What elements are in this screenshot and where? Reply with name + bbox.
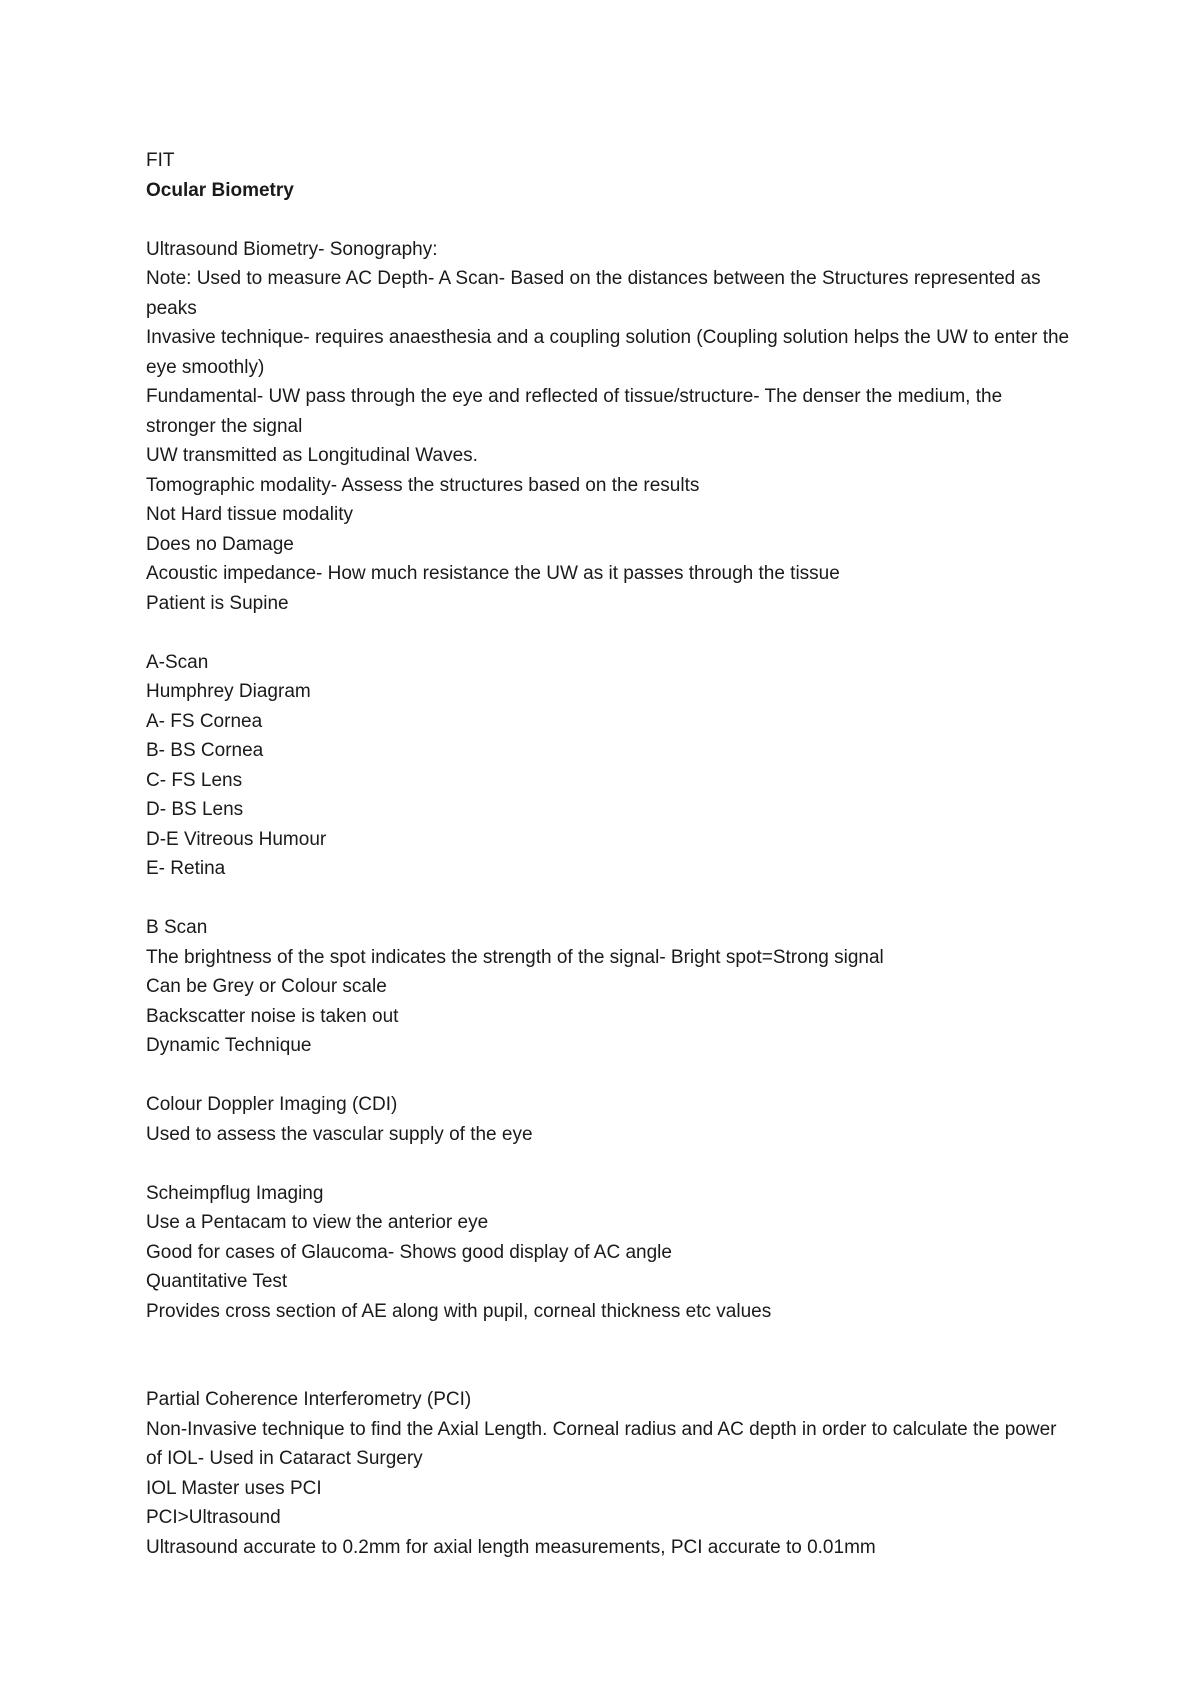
paragraph-line: Does no Damage — [146, 533, 294, 555]
paragraph-line: Humphrey Diagram — [146, 681, 311, 702]
section-scheimpflug — [146, 1179, 1076, 1327]
paragraph-line: D-E Vitreous Humour — [146, 828, 327, 850]
section-heading: Scheimpflug Imaging — [146, 1182, 324, 1204]
section-heading: Partial Coherence Interferometry (PCI) — [146, 1389, 472, 1410]
paragraph-line: Dynamic Technique — [146, 1035, 312, 1056]
paragraph-line: UW transmitted as Longitudinal Waves. — [146, 445, 478, 466]
section-a-scan — [146, 648, 1076, 884]
paragraph-line: The brightness of the spot indicates the strength of the signal- Bright spot=Strong signal — [146, 946, 884, 968]
paragraph-line: Good for cases of Glaucoma- Shows good display of AC angle — [146, 1241, 672, 1263]
document-body — [146, 146, 1076, 1562]
paragraph-line: Invasive technique- requires anaesthesia and a coupling solution (Coupling solution helps the UW to enter the eye smoothly) — [146, 327, 1070, 378]
spacer — [146, 618, 1076, 648]
paragraph-line: Acoustic impedance- How much resistance the UW as it passes through the tissue — [146, 563, 840, 584]
spacer — [146, 1326, 1076, 1385]
spacer — [146, 1149, 1076, 1179]
paragraph-line: Non-Invasive technique to find the Axial Length. Corneal radius and AC depth in order to calculate the power of IOL- Used in Cataract Surgery — [146, 1418, 1057, 1469]
paragraph-line: C- FS Lens — [146, 769, 243, 791]
spacer — [146, 1061, 1076, 1091]
section-b-scan — [146, 913, 1076, 1061]
paragraph-line: Provides cross section of AE along with pupil, corneal thickness etc values — [146, 1300, 772, 1322]
section-heading: A-Scan — [146, 651, 209, 673]
paragraph-line: IOL Master uses PCI — [146, 1477, 322, 1499]
section-heading: B Scan — [146, 917, 208, 938]
course-label: FIT — [146, 150, 175, 171]
spacer — [146, 205, 1076, 235]
paragraph-line: Note: Used to measure AC Depth- A Scan- Based on the distances between the Structures represented as peaks — [146, 268, 1041, 319]
paragraph-line: A- FS Cornea — [146, 710, 263, 732]
paragraph-line: Used to assess the vascular supply of the eye — [146, 1123, 533, 1145]
paragraph-line: Tomographic modality- Assess the structures based on the results — [146, 474, 700, 496]
paragraph-line: Not Hard tissue modality — [146, 504, 353, 525]
paragraph-line: Quantitative Test — [146, 1271, 288, 1292]
spacer — [146, 884, 1076, 914]
section-pci — [146, 1385, 1076, 1562]
paragraph-line: E- Retina — [146, 858, 226, 879]
paragraph-line: Use a Pentacam to view the anterior eye — [146, 1212, 489, 1233]
paragraph-line: Fundamental- UW pass through the eye and reflected of tissue/structure- The denser the medium, the stronger the signal — [146, 386, 1003, 437]
paragraph-line: B- BS Cornea — [146, 740, 264, 761]
paragraph-line: Patient is Supine — [146, 592, 289, 614]
paragraph-line: PCI>Ultrasound — [146, 1507, 281, 1528]
paragraph-line: D- BS Lens — [146, 799, 244, 820]
paragraph-line: Can be Grey or Colour scale — [146, 976, 387, 997]
section-ultrasound — [146, 235, 1076, 619]
paragraph-line: Ultrasound accurate to 0.2mm for axial length measurements, PCI accurate to 0.01mm — [146, 1536, 876, 1558]
section-heading: Ultrasound Biometry- Sonography: — [146, 238, 438, 260]
document-title: Ocular Biometry — [146, 179, 294, 201]
paragraph-line: Backscatter noise is taken out — [146, 1005, 399, 1027]
section-heading: Colour Doppler Imaging (CDI) — [146, 1094, 398, 1115]
section-cdi — [146, 1090, 1076, 1149]
